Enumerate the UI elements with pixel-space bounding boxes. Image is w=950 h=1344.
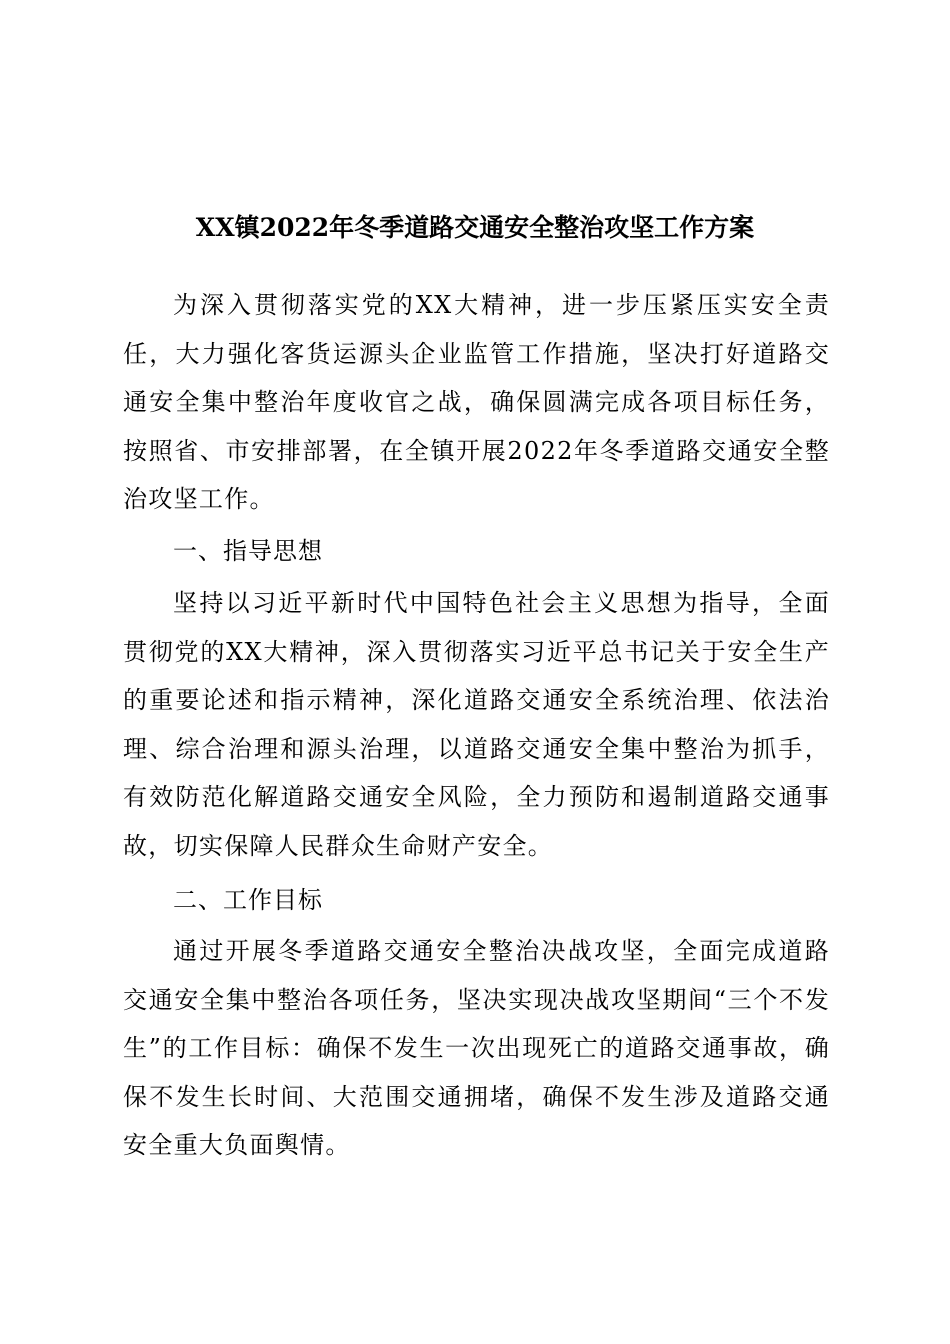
intro-paragraph: 为深入贯彻落实党的XX大精神，进一步压紧压实安全责任，大力强化客货运源头企业监管工作措施，坚决打好道路交通安全集中整治年度收官之战，确保圆满完成各项目标任务，按照省、市安排部署，在全镇开展2022年冬季道路交通安全整治攻坚工作。 [123,291,830,513]
section-body-work-goals: 通过开展冬季道路交通安全整治决战攻坚，全面完成道路交通安全集中整治各项任务，坚决实现决战攻坚期间“三个不发生”的工作目标：确保不发生一次出现死亡的道路交通事故，确保不发生长时间、大范围交通拥堵，确保不发生涉及道路交通安全重大负面舆情。 [123,937,830,1159]
section-heading-work-goals: 二、工作目标 [173,886,323,914]
section-heading-guiding-ideology: 一、指导思想 [173,537,323,565]
document-title: XX镇2022年冬季道路交通安全整治攻坚工作方案 [195,213,755,242]
section-body-guiding-ideology: 坚持以习近平新时代中国特色社会主义思想为指导，全面贯彻党的XX大精神，深入贯彻落实习近平总书记关于安全生产的重要论述和指示精神，深化道路交通安全系统治理、依法治理、综合治理和源头治理，以道路交通安全集中整治为抓手，有效防范化解道路交通安全风险，全力预防和遏制道路交通事故，切实保障人民群众生命财产安全。 [123,589,830,860]
